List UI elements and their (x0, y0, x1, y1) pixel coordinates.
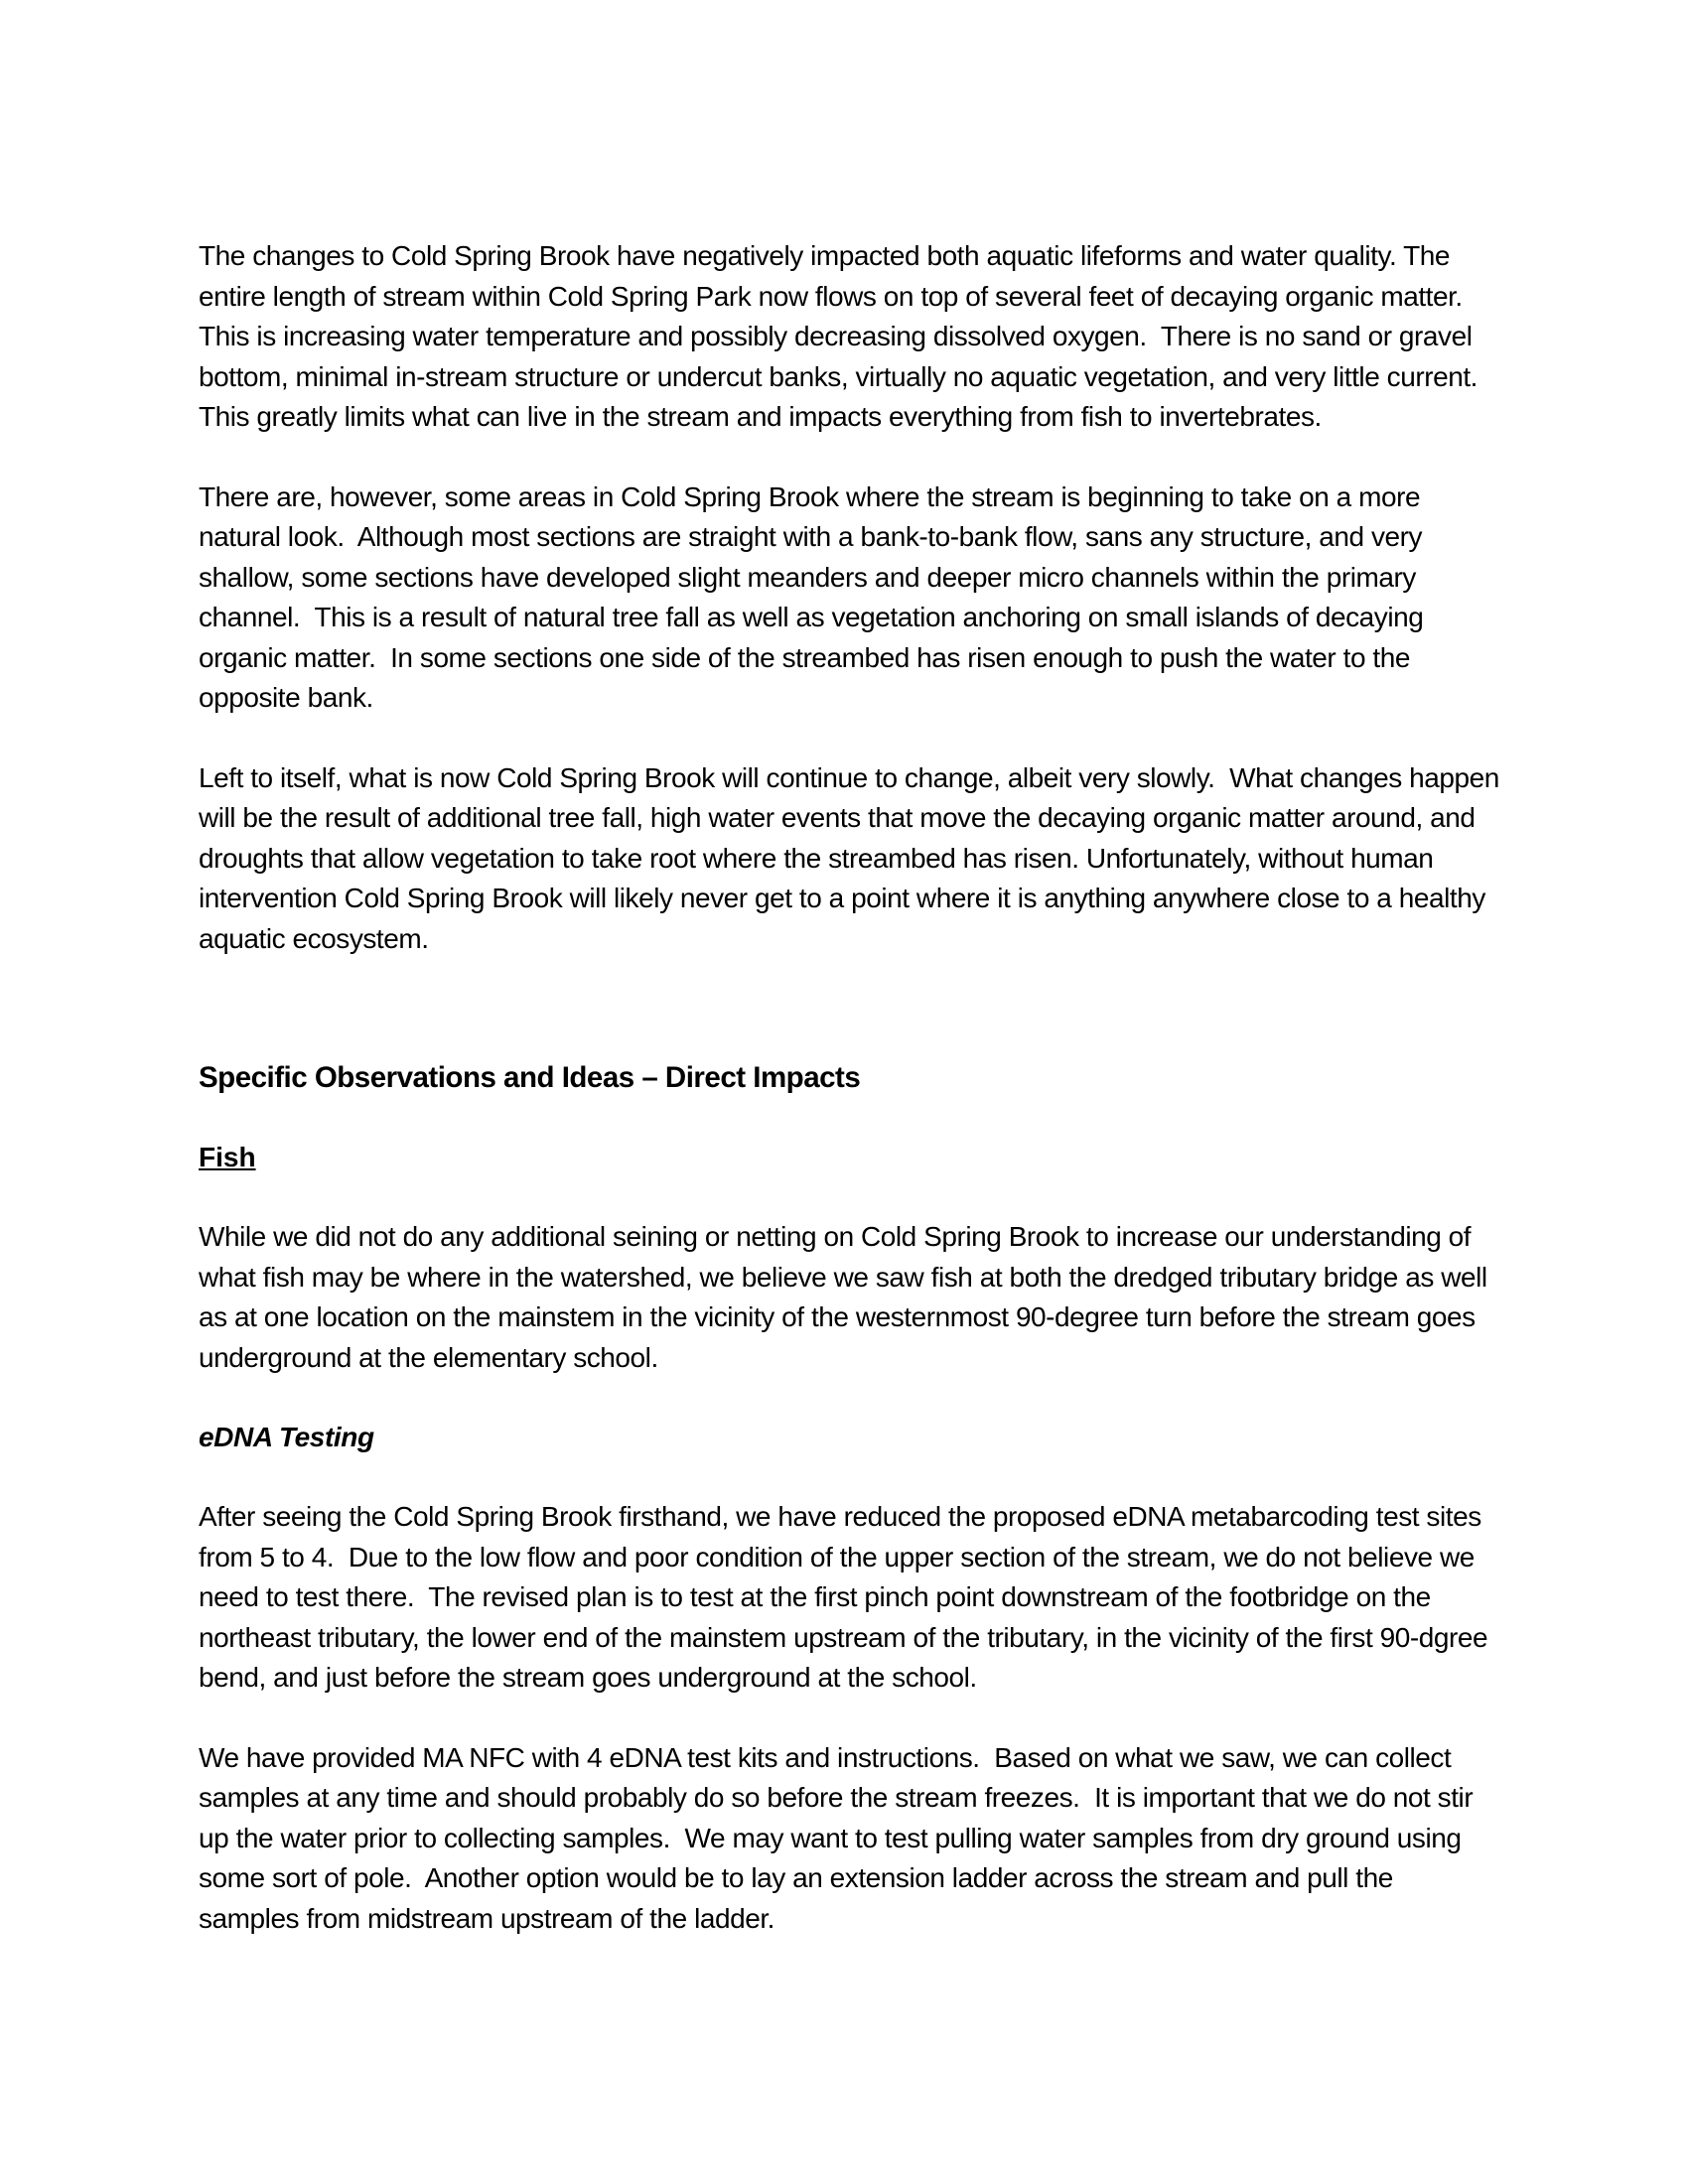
edna-paragraph-2: We have provided MA NFC with 4 eDNA test kits and instructions. Based on what we saw, we can collect samples at any time and should probably do so before the stream freezes. It is important that we do not stir up the water prior to collecting samples. We may want to test pulling water samples from dry ground using some sort of pole. Another option would be to lay an extension ladder across the stream and pull the samples from midstream upstream of the ladder. (199, 1741, 1480, 1934)
intro-paragraph-3: Left to itself, what is now Cold Spring Brook will continue to change, albeit very slowly. What changes happen will be the result of additional tree fall, high water events that move the decaying organic matter around, and droughts that allow vegetation to take root where the streambed has risen. Unfortunately, without human intervention Cold Spring Brook will likely never get to a point where it is anything anywhere close to a healthy aquatic ecosystem. (199, 761, 1507, 954)
document-page (199, 236, 1507, 1939)
intro-paragraph-1: The changes to Cold Spring Brook have negatively impacted both aquatic lifeforms and water quality. The entire length of stream within Cold Spring Park now flows on top of several feet of decaying organic matter. This is increasing water temperature and possibly decreasing dissolved oxygen. There is no sand or gravel bottom, minimal in-stream structure or undercut banks, virtually no aquatic vegetation, and very little current. This greatly limits what can live in the stream and impacts everything from fish to invertebrates. (199, 240, 1492, 432)
fish-heading: Fish (199, 1142, 256, 1172)
edna-heading: eDNA Testing (199, 1422, 374, 1452)
intro-paragraph-2: There are, however, some areas in Cold Spring Brook where the stream is beginning to take on a more natural look. Although most sections are straight with a bank-to-bank flow, sans any structure, and very shallow, some sections have developed slight meanders and deeper micro channels within the primary channel. This is a result of natural tree fall as well as vegetation anchoring on small islands of decaying organic matter. In some sections one side of the streambed has risen enough to push the water to the opposite bank. (199, 480, 1431, 713)
fish-paragraph: While we did not do any additional seining or netting on Cold Spring Brook to increase our understanding of what fish may be where in the watershed, we believe we saw fish at both the dredged tributary bridge as well as at one location on the mainstem in the vicinity of the westernmost 90-degree turn before the stream goes underground at the elementary school. (199, 1221, 1495, 1373)
edna-paragraph-1: After seeing the Cold Spring Brook firsthand, we have reduced the proposed eDNA metabarcoding test sites from 5 to 4. Due to the low flow and poor condition of the upper section of the stream, we do not believe we need to test there. The revised plan is to test at the first pinch point downstream of the footbridge on the northeast tributary, the lower end of the mainstem upstream of the tributary, in the vicinity of the first 90-dgree bend, and just before the stream goes underground at the school. (199, 1501, 1495, 1693)
section-heading: Specific Observations and Ideas – Direct Impacts (199, 1061, 861, 1094)
